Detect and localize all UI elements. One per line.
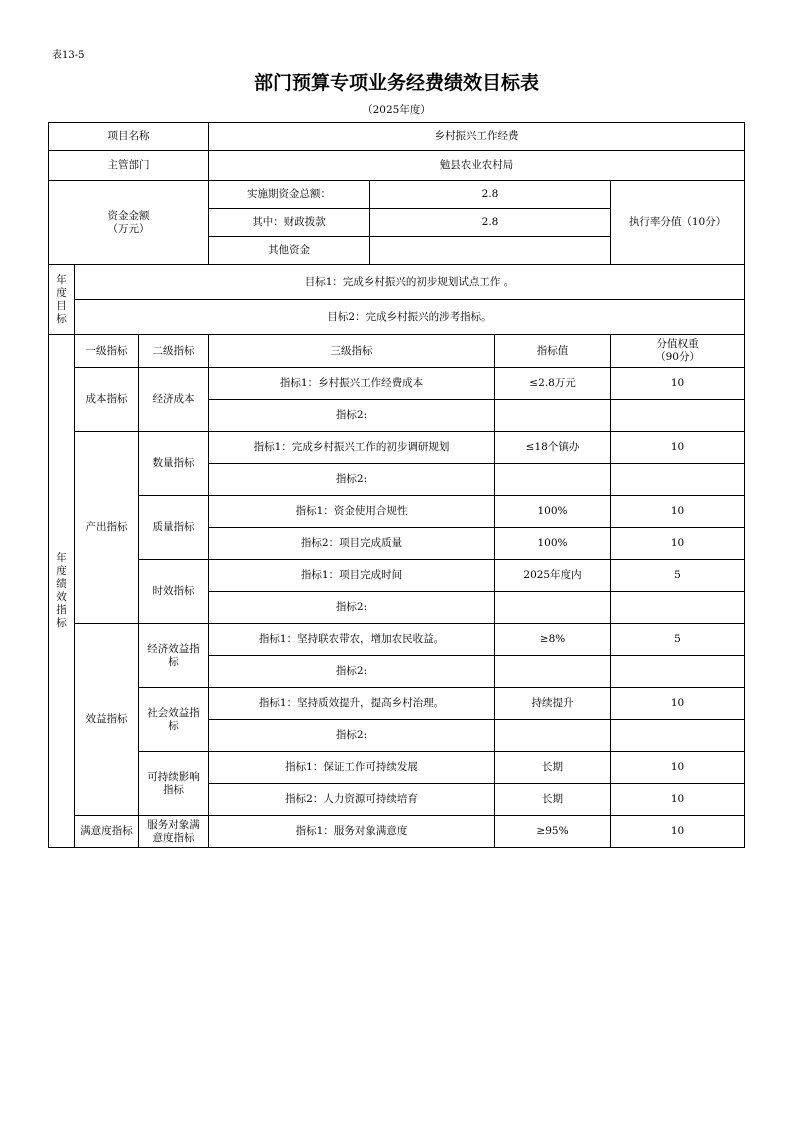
indicator-name: 指标2:: [209, 720, 495, 752]
indicator-name: 指标2:: [209, 656, 495, 688]
indicator-value: [495, 400, 611, 432]
indicator-value: 长期: [495, 752, 611, 784]
level2-economic-benefit: [139, 624, 209, 688]
indicator-name: 指标1：保证工作可持续发展: [209, 752, 495, 784]
table-row: [49, 816, 745, 848]
level1-cost: 成本指标: [75, 368, 139, 432]
annual-goal-row-2: [49, 300, 745, 335]
table-row: [49, 496, 745, 528]
level1-output: 产出指标: [75, 432, 139, 624]
indicator-name: 指标1：坚持联农带农，增加农民收益。: [209, 624, 495, 656]
funds-fiscal-label: 其中：财政拨款: [209, 209, 370, 237]
project-name-row: [49, 123, 745, 151]
table-row: [49, 560, 745, 592]
indicator-name: 指标2：项目完成质量: [209, 528, 495, 560]
indicator-weight: 10: [611, 528, 745, 560]
indicator-weight: 10: [611, 784, 745, 816]
annual-goal-1: 目标1：完成乡村振兴的初步规划试点工作 。: [75, 265, 745, 300]
indicator-name: 指标2:: [209, 464, 495, 496]
header-level1: 一级指标: [75, 335, 139, 368]
annual-goals-label: [49, 265, 75, 335]
indicator-weight: 10: [611, 368, 745, 400]
execution-score-label: 执行率分值（10分）: [611, 181, 745, 265]
level2-timeliness: 时效指标: [139, 560, 209, 624]
indicator-value: ≥95%: [495, 816, 611, 848]
funds-other-label: 其他资金: [209, 237, 370, 265]
header-value: 指标值: [495, 335, 611, 368]
indicator-name: 指标1：服务对象满意度: [209, 816, 495, 848]
indicator-weight: 10: [611, 496, 745, 528]
header-weight: [611, 335, 745, 368]
fiscal-year: （2025年度）: [362, 104, 431, 116]
indicator-weight: [611, 720, 745, 752]
indicator-weight: 10: [611, 432, 745, 464]
indicator-value: 2025年度内: [495, 560, 611, 592]
level2-economic-benefit-text: 经济效益指 标: [147, 642, 200, 668]
annual-goal-row-1: [49, 265, 745, 300]
level1-benefit: 效益指标: [75, 624, 139, 816]
table-row: [49, 752, 745, 784]
project-name-label: 项目名称: [49, 123, 209, 151]
funds-total-value: 2.8: [370, 181, 611, 209]
header-weight-text: 分值权重 （90分）: [655, 338, 700, 363]
department-row: [49, 151, 745, 181]
indicator-value: ≥8%: [495, 624, 611, 656]
indicator-weight: [611, 400, 745, 432]
indicator-value: 100%: [495, 496, 611, 528]
indicator-value: [495, 720, 611, 752]
indicator-weight: 10: [611, 752, 745, 784]
performance-indicators-label: [49, 335, 75, 848]
department-label: 主管部门: [49, 151, 209, 181]
performance-indicators-label-text: 年 度 绩 效 指 标: [56, 552, 67, 629]
indicator-name: 指标1：乡村振兴工作经费成本: [209, 368, 495, 400]
level2-service-satisfaction: [139, 816, 209, 848]
funds-other-value: [370, 237, 611, 265]
funds-label-text: 资金金额 （万元）: [107, 209, 150, 235]
indicator-weight: 5: [611, 624, 745, 656]
level2-economic-cost: 经济成本: [139, 368, 209, 432]
funds-total-label: 实施期资金总额：: [209, 181, 370, 209]
header-level3: 三级指标: [209, 335, 495, 368]
indicator-name: 指标1：资金使用合规性: [209, 496, 495, 528]
level2-sustainable-impact-text: 可持续影响 指标: [147, 770, 200, 796]
table-row: [49, 432, 745, 464]
level2-sustainable-impact: [139, 752, 209, 816]
table-row: [49, 688, 745, 720]
indicator-weight: 5: [611, 560, 745, 592]
indicator-weight: [611, 656, 745, 688]
indicator-value: [495, 656, 611, 688]
table-row: [49, 368, 745, 400]
level2-quality: 质量指标: [139, 496, 209, 560]
indicator-value: 持续提升: [495, 688, 611, 720]
indicator-header-row: [49, 335, 745, 368]
indicator-name: 指标1：项目完成时间: [209, 560, 495, 592]
annual-goals-label-text: 年 度 目 标: [56, 273, 67, 325]
indicator-weight: [611, 592, 745, 624]
indicator-weight: 10: [611, 816, 745, 848]
indicator-name: 指标1：完成乡村振兴工作的初步调研规划: [209, 432, 495, 464]
level2-quantity: 数量指标: [139, 432, 209, 496]
indicator-value: [495, 592, 611, 624]
project-name-value: 乡村振兴工作经费: [209, 123, 745, 151]
header-level2: 二级指标: [139, 335, 209, 368]
indicator-value: ≤2.8万元: [495, 368, 611, 400]
indicator-weight: [611, 464, 745, 496]
indicator-value: 100%: [495, 528, 611, 560]
level1-satisfaction: 满意度指标: [75, 816, 139, 848]
indicator-value: ≤18个镇办: [495, 432, 611, 464]
performance-target-table: [48, 122, 745, 848]
indicator-name: 指标1：坚持质效提升，提高乡村治理。: [209, 688, 495, 720]
indicator-name: 指标2:: [209, 400, 495, 432]
indicator-value: 长期: [495, 784, 611, 816]
indicator-name: 指标2:: [209, 592, 495, 624]
table-row: [49, 624, 745, 656]
form-number: 表13-5: [52, 50, 85, 61]
funds-total-row: [49, 181, 745, 209]
level2-social-benefit: [139, 688, 209, 752]
level2-service-satisfaction-text: 服务对象满 意度指标: [147, 818, 200, 844]
indicator-name: 指标2：人力资源可持续培育: [209, 784, 495, 816]
department-value: 勉县农业农村局: [209, 151, 745, 181]
page-title: 部门预算专项业务经费绩效目标表: [253, 72, 539, 94]
annual-goal-2: 目标2：完成乡村振兴的涉考指标。: [75, 300, 745, 335]
level2-social-benefit-text: 社会效益指 标: [147, 706, 200, 732]
funds-fiscal-value: 2.8: [370, 209, 611, 237]
indicator-value: [495, 464, 611, 496]
funds-label: [49, 181, 209, 265]
indicator-weight: 10: [611, 688, 745, 720]
